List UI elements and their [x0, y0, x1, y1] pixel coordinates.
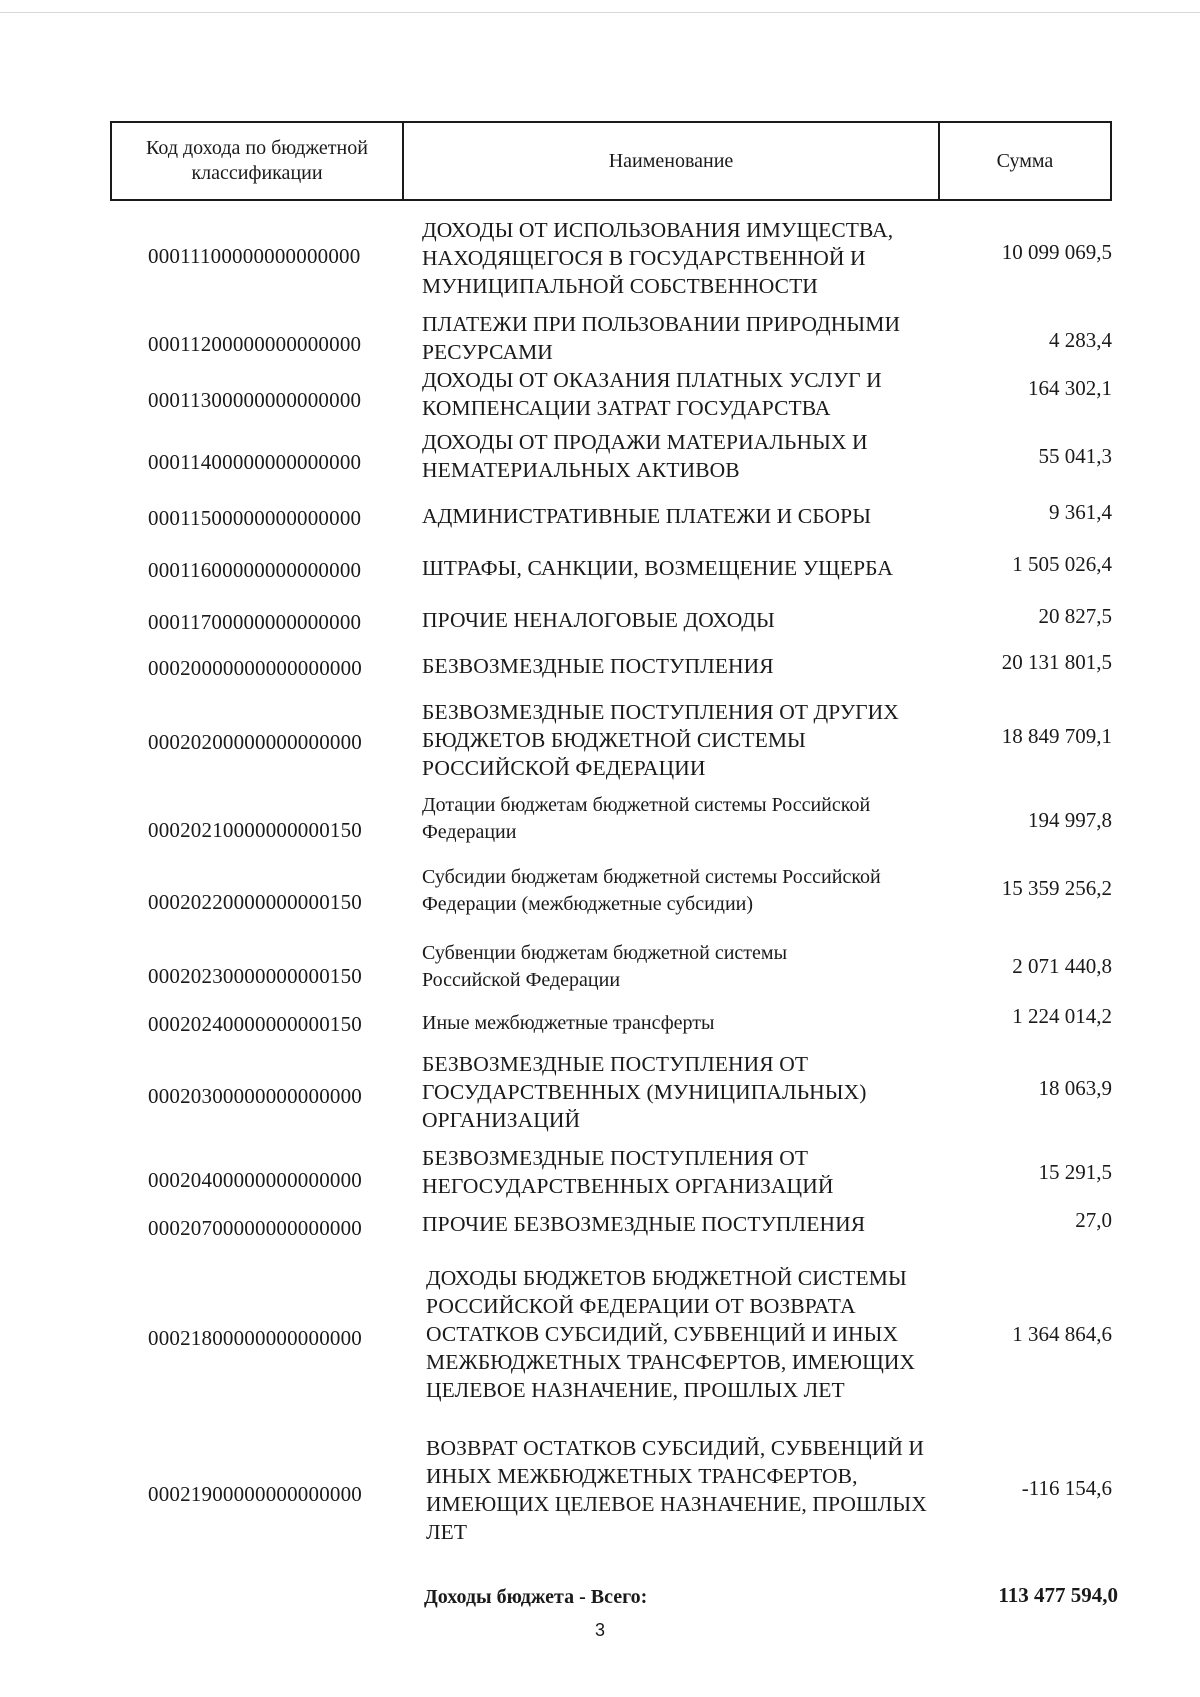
row-code: 00020230000000000150	[148, 964, 362, 988]
row-name: ДОХОДЫ ОТ ИСПОЛЬЗОВАНИЯ ИМУЩЕСТВА, НАХОДЯЩЕГОСЯ В ГОСУДАРСТВЕННОЙ И МУНИЦИПАЛЬНОЙ СОБСТВЕННОСТИ	[422, 218, 894, 298]
table-row	[110, 1004, 1112, 1042]
row-name: БЕЗВОЗМЕЗДНЫЕ ПОСТУПЛЕНИЯ	[422, 654, 774, 678]
table-row	[110, 1434, 1112, 1550]
row-name: Иные межбюджетные трансферты	[422, 1012, 715, 1034]
table-row	[110, 1144, 1112, 1200]
row-code: 00020240000000000150	[148, 1012, 362, 1036]
table-row	[110, 552, 1112, 586]
header-code-column: Код дохода по бюджетной классификации	[112, 123, 404, 199]
row-code: 00020200000000000000	[148, 730, 362, 754]
row-amount: 20 827,5	[1038, 604, 1112, 628]
row-name: БЕЗВОЗМЕЗДНЫЕ ПОСТУПЛЕНИЯ ОТ ДРУГИХ БЮДЖЕТОВ БЮДЖЕТНОЙ СИСТЕМЫ РОССИЙСКОЙ ФЕДЕРАЦИИ	[422, 700, 899, 780]
row-name: АДМИНИСТРАТИВНЫЕ ПЛАТЕЖИ И СБОРЫ	[422, 504, 872, 528]
row-amount: 10 099 069,5	[1001, 240, 1112, 264]
row-amount: 4 283,4	[1049, 328, 1112, 352]
row-name: ПЛАТЕЖИ ПРИ ПОЛЬЗОВАНИИ ПРИРОДНЫМИ РЕСУРСАМИ	[422, 312, 901, 364]
row-amount: 194 997,8	[1028, 808, 1112, 832]
table-row	[110, 310, 1112, 366]
row-code: 00020300000000000000	[148, 1084, 362, 1108]
total-label: Доходы бюджета - Всего:	[424, 1586, 648, 1608]
row-amount: 18 849 709,1	[1001, 724, 1112, 748]
row-amount: 2 071 440,8	[1012, 954, 1112, 978]
table-row	[110, 864, 1112, 922]
row-code: 00011200000000000000	[148, 332, 362, 356]
row-name: ВОЗВРАТ ОСТАТКОВ СУБСИДИЙ, СУБВЕНЦИЙ И ИНЫХ МЕЖБЮДЖЕТНЫХ ТРАНСФЕРТОВ, ИМЕЮЩИХ ЦЕЛЕВОЕ НАЗНАЧЕНИЕ, ПРОШЛЫХ ЛЕТ	[426, 1436, 927, 1544]
header-sum-column: Сумма	[996, 149, 1054, 172]
table-row	[110, 500, 1112, 534]
table-row	[110, 1264, 1112, 1406]
row-amount: 1 364 864,6	[1012, 1322, 1112, 1346]
row-name: Дотации бюджетам бюджетной системы Российской Федерации	[422, 794, 871, 843]
row-code: 00011600000000000000	[148, 558, 362, 582]
table-row	[110, 366, 1112, 422]
row-code: 00021900000000000000	[148, 1482, 362, 1506]
row-amount: 1 224 014,2	[1012, 1004, 1112, 1028]
row-name: ПРОЧИЕ БЕЗВОЗМЕЗДНЫЕ ПОСТУПЛЕНИЯ	[422, 1212, 866, 1236]
row-code: 00020220000000000150	[148, 890, 362, 914]
row-code: 00011500000000000000	[148, 506, 362, 530]
total-amount: 113 477 594,0	[998, 1583, 1118, 1607]
row-name: ДОХОДЫ ОТ ОКАЗАНИЯ ПЛАТНЫХ УСЛУГ И КОМПЕНСАЦИИ ЗАТРАТ ГОСУДАРСТВА	[422, 368, 882, 420]
row-name: БЕЗВОЗМЕЗДНЫЕ ПОСТУПЛЕНИЯ ОТ НЕГОСУДАРСТВЕННЫХ ОРГАНИЗАЦИЙ	[422, 1146, 834, 1198]
row-name: ДОХОДЫ БЮДЖЕТОВ БЮДЖЕТНОЙ СИСТЕМЫ РОССИЙСКОЙ ФЕДЕРАЦИИ ОТ ВОЗВРАТА ОСТАТКОВ СУБСИДИЙ, СУБВЕНЦИЙ И ИНЫХ МЕЖБЮДЖЕТНЫХ ТРАНСФЕРТОВ, ИМЕЮЩИХ ЦЕЛЕВОЕ НАЗНАЧЕНИЕ, ПРОШЛЫХ ЛЕТ	[426, 1266, 916, 1402]
row-amount: 1 505 026,4	[1012, 552, 1112, 576]
row-name: ШТРАФЫ, САНКЦИИ, ВОЗМЕЩЕНИЕ УЩЕРБА	[422, 556, 893, 580]
row-name: ПРОЧИЕ НЕНАЛОГОВЫЕ ДОХОДЫ	[422, 608, 775, 632]
row-name: Субсидии бюджетам бюджетной системы Российской Федерации (межбюджетные субсидии)	[422, 866, 881, 915]
scan-edge-line	[0, 12, 1200, 13]
table-header	[110, 121, 1112, 201]
table-row	[110, 1208, 1112, 1242]
row-amount: 15 359 256,2	[1001, 876, 1112, 900]
row-code: 00020400000000000000	[148, 1168, 362, 1192]
table-row	[110, 214, 1112, 300]
row-code: 00020700000000000000	[148, 1216, 362, 1240]
row-code: 00011400000000000000	[148, 450, 362, 474]
row-code: 00020210000000000150	[148, 818, 362, 842]
row-code: 00011700000000000000	[148, 610, 362, 634]
row-amount: -116 154,6	[1021, 1476, 1112, 1500]
header-name-column: Наименование	[404, 123, 940, 199]
table-row	[110, 792, 1112, 850]
row-code: 00011300000000000000	[148, 388, 362, 412]
table-row	[110, 698, 1112, 784]
row-code: 00011100000000000000	[148, 244, 361, 268]
table-row	[110, 604, 1112, 638]
row-code: 00020000000000000000	[148, 656, 362, 680]
table-row	[110, 428, 1112, 484]
table-row	[110, 940, 1112, 998]
row-amount: 15 291,5	[1038, 1160, 1112, 1184]
page-number: 3	[594, 1620, 605, 1640]
row-code: 00021800000000000000	[148, 1326, 362, 1350]
row-name: БЕЗВОЗМЕЗДНЫЕ ПОСТУПЛЕНИЯ ОТ ГОСУДАРСТВЕННЫХ (МУНИЦИПАЛЬНЫХ) ОРГАНИЗАЦИЙ	[422, 1052, 867, 1132]
table-row	[110, 650, 1112, 684]
row-name: Субвенции бюджетам бюджетной системы Российской Федерации	[422, 942, 788, 991]
row-name: ДОХОДЫ ОТ ПРОДАЖИ МАТЕРИАЛЬНЫХ И НЕМАТЕРИАЛЬНЫХ АКТИВОВ	[422, 430, 868, 482]
row-amount: 18 063,9	[1038, 1076, 1112, 1100]
row-amount: 164 302,1	[1028, 376, 1112, 400]
row-amount: 27,0	[1075, 1208, 1112, 1232]
row-amount: 9 361,4	[1049, 500, 1112, 524]
row-amount: 20 131 801,5	[1001, 650, 1112, 674]
row-amount: 55 041,3	[1038, 444, 1112, 468]
table-row	[110, 1050, 1112, 1136]
